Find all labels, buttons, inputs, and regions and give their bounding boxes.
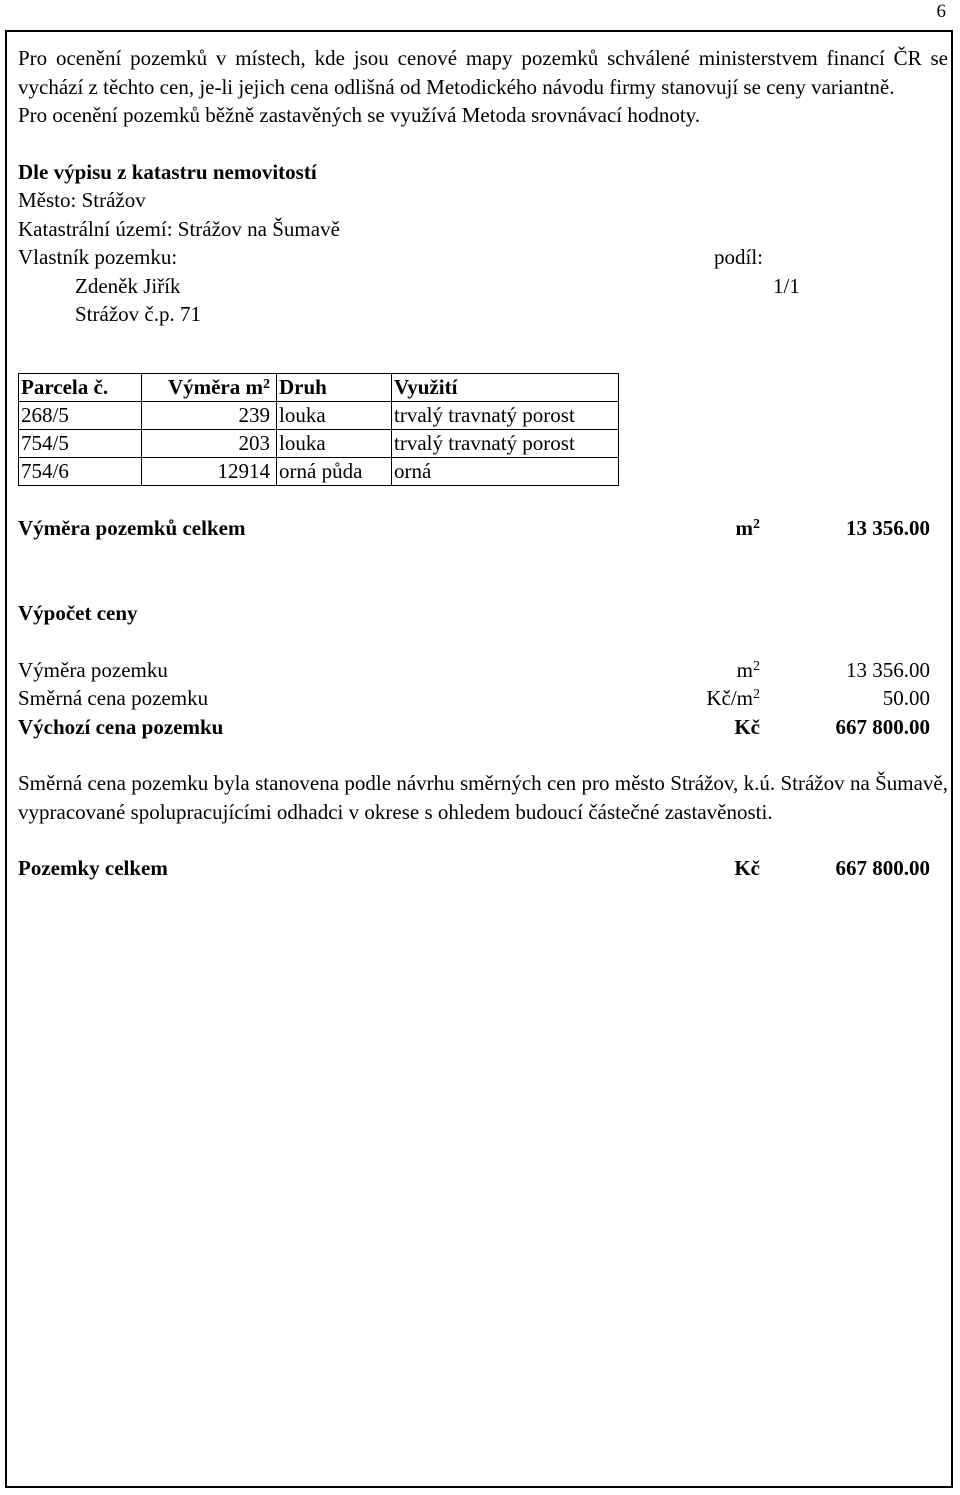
cell-type: louka <box>277 401 392 429</box>
cell-parcel: 268/5 <box>19 401 142 429</box>
calc-value: 50.00 <box>882 686 930 710</box>
owner-address-row <box>18 300 948 329</box>
calc-row-base-price <box>18 713 948 742</box>
grand-total-row <box>18 854 948 883</box>
area-total-unit: $m^2$ <box>735 515 760 540</box>
cell-type: louka <box>277 429 392 457</box>
header-type: Druh <box>277 373 392 401</box>
share-value: 1/1 <box>773 273 800 298</box>
cell-area: 239 <box>142 401 277 429</box>
cell-parcel: 754/5 <box>19 429 142 457</box>
grand-total-value: 667 800.00 <box>835 856 930 880</box>
grand-total-unit: Kč <box>734 856 760 880</box>
header-parcel: Parcela č. <box>19 373 142 401</box>
share-label: podíl: <box>714 245 764 269</box>
cell-area: 12914 <box>142 457 277 485</box>
intro-paragraph-1: Pro ocenění pozemků v místech, kde jsou cenové mapy pozemků schválené ministerstvem financí ČR se vychází z těchto cen, je-li jejich cena odlišná od Metodického návodu firmy stanovují se ceny variantně. <box>18 46 948 99</box>
page-number: 6 <box>936 1 946 22</box>
header-area: Výměra $m^2$ <box>142 373 277 401</box>
owner-row <box>18 243 948 272</box>
area-total-row <box>18 514 948 543</box>
cell-usage: trvalý travnatý porost <box>392 401 619 429</box>
cell-usage: orná <box>392 457 619 485</box>
calculation-note: Směrná cena pozemku byla stanovena podle návrhu směrných cen pro město Strážov, k.ú. Strážov na Šumavě, vypracované spolupracujícími odhadci v okrese s ohledem budoucí částečné zastavěnosti. <box>18 771 948 824</box>
area-total-label: Výměra pozemků celkem <box>18 515 246 540</box>
calc-unit: Kč <box>734 714 760 739</box>
cell-type: orná půda <box>277 457 392 485</box>
calc-row-area <box>18 656 948 685</box>
area-total-value: 13 356.00 <box>846 515 930 540</box>
document-body <box>18 44 948 883</box>
owner-address: Strážov č.p. 71 <box>75 302 201 326</box>
owner-label: Vlastník pozemku: <box>18 245 178 269</box>
calc-unit: $m^2$ <box>736 657 760 682</box>
cadastre-city: Město: Strážov <box>18 188 146 212</box>
cell-usage: trvalý travnatý porost <box>392 429 619 457</box>
owner-name: Zdeněk Jiřík <box>75 273 181 298</box>
cadastre-heading: Dle výpisu z katastru nemovitostí <box>18 159 317 184</box>
owner-name-row <box>18 272 948 301</box>
table-row <box>19 401 619 429</box>
calc-label: Směrná cena pozemku <box>18 686 209 710</box>
calc-row-unit-price <box>18 684 948 713</box>
header-usage: Využití <box>392 373 619 401</box>
intro-paragraph-2: Pro ocenění pozemků běžně zastavěných se využívá Metoda srovnávací hodnoty. <box>18 103 701 127</box>
table-header-row <box>19 373 619 401</box>
calculation-heading: Výpočet ceny <box>18 601 138 625</box>
cell-parcel: 754/6 <box>19 457 142 485</box>
parcels-table <box>18 373 619 486</box>
table-row <box>19 429 619 457</box>
cell-area: 203 <box>142 429 277 457</box>
calc-value: 667 800.00 <box>835 714 930 739</box>
calc-value: 13 356.00 <box>846 657 930 682</box>
cadastre-territory: Katastrální území: Strážov na Šumavě <box>18 216 340 241</box>
grand-total-label: Pozemky celkem <box>18 856 168 880</box>
calc-label: Výchozí cena pozemku <box>18 714 224 739</box>
calc-unit: $Kč/m^2$ <box>706 686 760 710</box>
calc-label: Výměra pozemku <box>18 657 168 682</box>
table-row <box>19 457 619 485</box>
